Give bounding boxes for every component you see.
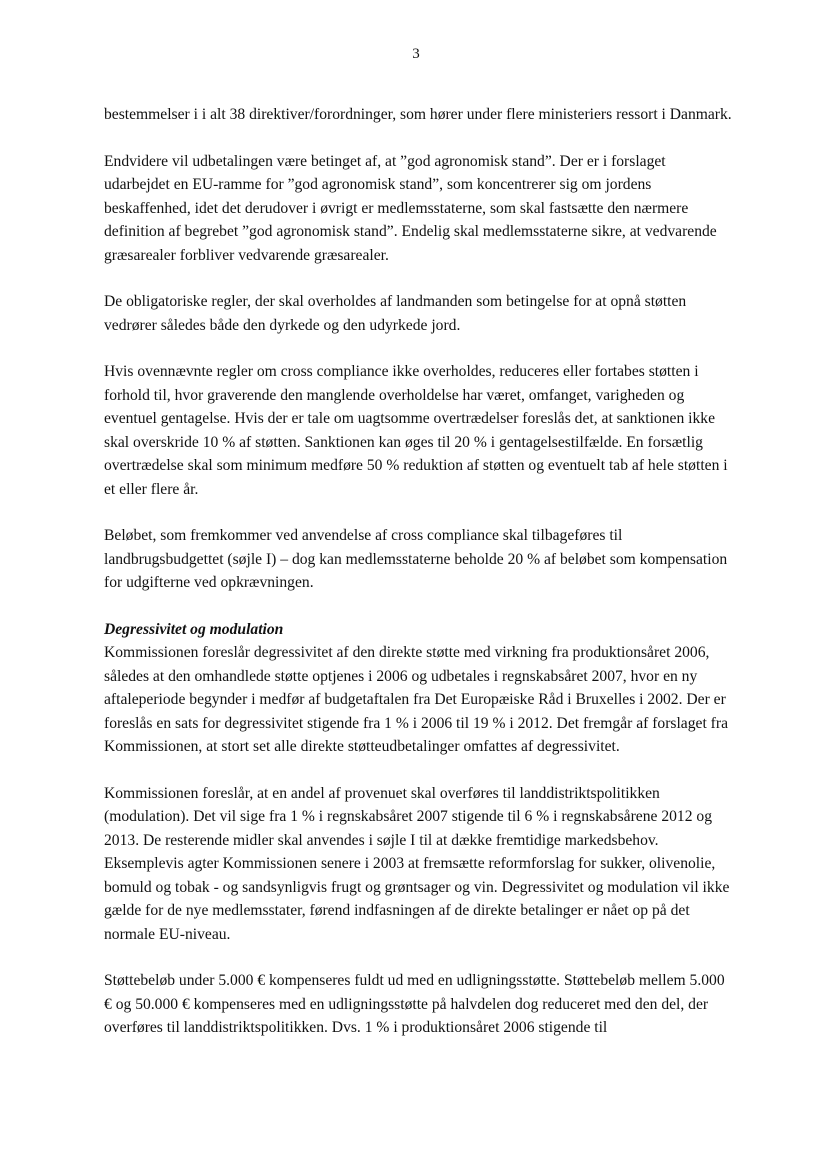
paragraph-obligatory-rules: De obligatoriske regler, der skal overholdes af landmanden som betingelse for at opnå støtten vedrører således både den dyrkede og den udyrkede jord. [104, 293, 687, 334]
paragraph-degressivity: Kommissionen foreslår degressivitet af den direkte støtte med virkning fra produktionsåret 2006, således at den omhandlede støtte optjenes i 2006 og udbetales i regnskabsåret 2007, hvor en ny aftaleperiode begynder i medfør af budgetaftalen fra Det Europæiske Råd i Bruxelles i 2002. Der er foreslås en sats for degressivitet stigende fra 1 % i 2006 til 19 % i 2012. Det fremgår af forslaget fra Kommissionen, at stort set alle direkte støtteudbetalinger omfattes af degressivitet. [104, 644, 728, 755]
paragraph-modulation: Kommissionen foreslår, at en andel af provenuet skal overføres til landdistriktspolitikken (modulation). Det vil sige fra 1 % i regnskabsåret 2007 stigende til 6 % i regnskabsårene 2012 og 2013. De resterende midler skal anvendes i søjle I til at dække fremtidige markedsbehov. Eksemplevis agter Kommissionen senere i 2003 at fremsætte reformforslag for sukker, olivenolie, bomuld og tobak - og sandsynligvis frugt og grøntsager og vin. Degressivitet og modulation vil ikke gælde for de nye medlemsstater, førend indfasningen af de direkte betalinger er nået op på det normale EU-niveau. [104, 784, 730, 943]
paragraph-intro: bestemmelser i i alt 38 direktiver/forordninger, som hører under flere ministeriers ressort i Danmark. [104, 106, 732, 123]
paragraph-agronomic-condition: Endvidere vil udbetalingen være betinget af, at ”god agronomisk stand”. Der er i forslaget udarbejdet en EU-ramme for ”god agronomisk stand”, som koncentrerer sig om jordens beskaffenhed, idet det derudover i øvrigt er medlemsstaterne, som skal fastsætte den nærmere definition af begrebet ”god agronomisk stand”. Endelig skal medlemsstaterne sikre, at vedvarende græsarealer forbliver vedvarende græsarealer. [104, 152, 717, 264]
paragraph-amount-return: Beløbet, som fremkommer ved anvendelse af cross compliance skal tilbageføres til landbrugsbudgettet (søjle I) – dog kan medlemsstaterne beholde 20 % af beløbet som kompensation for udgifterne ved opkrævningen. [104, 527, 728, 591]
document-body [104, 103, 734, 1063]
page-number: 3 [412, 46, 420, 62]
paragraph-sanctions: Hvis ovennævnte regler om cross compliance ikke overholdes, reduceres eller fortabes støtten i forhold til, hvor graverende den manglende overholdelse har været, omfanget, varigheden og eventuel gentagelse. Hvis der er tale om uagtsomme overtrædelser foreslås det, at sanktionen ikke skal overskride 10 % af støtten. Sanktionen kan øges til 20 % i gentagelsestilfælde. En forsætlig overtrædelse skal som minimum medføre 50 % reduktion af støtten og eventuelt tab af hele støtten i et eller flere år. [104, 363, 728, 498]
section-heading: Degressivitet og modulation [104, 620, 284, 638]
paragraph-compensation: Støttebeløb under 5.000 € kompenseres fuldt ud med en udligningsstøtte. Støttebeløb mellem 5.000 € og 50.000 € kompenseres med en udligningsstøtte på halvdelen dog reduceret med den del, der overføres til landdistriktspolitikken. Dvs. 1 % i produktionsåret 2006 stigende til [104, 972, 725, 1036]
